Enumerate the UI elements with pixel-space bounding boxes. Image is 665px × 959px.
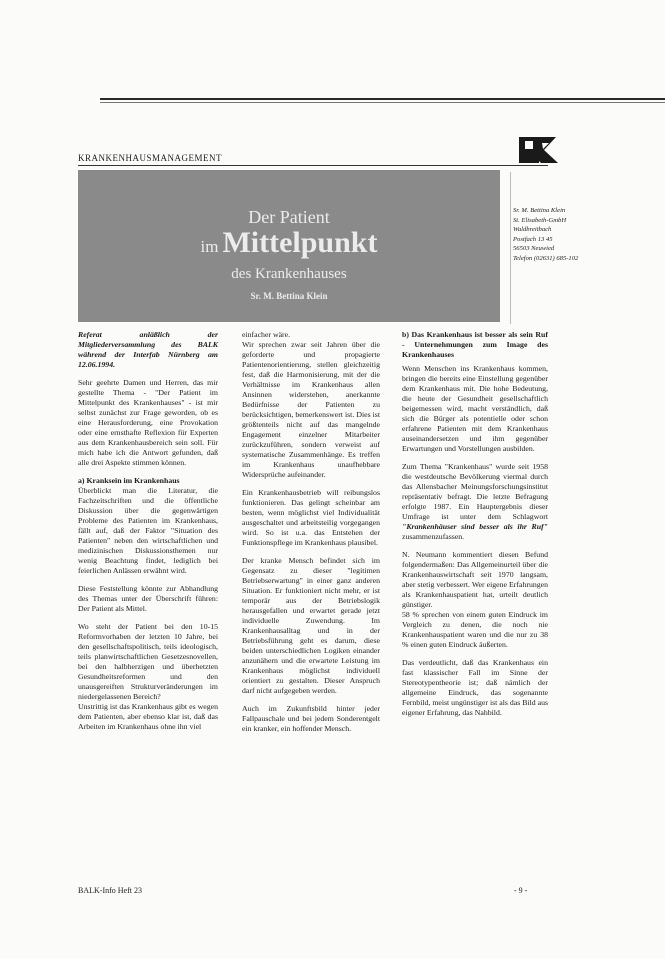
contact-line: Postfach 13 45 — [513, 235, 553, 243]
paragraph: Der kranke Mensch befindet sich im Gegensatz zu dieser "legitimen Betriebserwartung" in einer ganz anderen Situation. Er funktioniert nicht mehr, er ist temporär aus der Betriebslogik herausgefallen und erwartet gerade jetzt individuelle Zuwendung. Im Krankenhausalltag und in der Betriebsführung geht es darum, diese beiden unterschiedlichen Logiken einander anzunähern und die erwartete Leistung im Krankenhaus möglichst individuell orientiert zu gestalten. Dieser Anspruch darf nicht aufgegeben werden. — [242, 556, 380, 695]
banner-prefix: im — [200, 237, 219, 256]
title-banner — [78, 170, 500, 322]
paragraph: Wo steht der Patient bei den 10-15 Reformvorhaben der letzten 10 Jahre, bei den gesellschaftspolitisch, teils ideologisch, teils planwirtschaftlichen Gesetzesnovellen, bei den halbherzigen und überhetzten Gesundheitsreformen und den unausgereiften Strukturveränderungen im niedergelassenen Bereich? — [78, 622, 218, 701]
footer-page-number: - 9 - — [514, 886, 528, 895]
department-label: KRANKENHAUSMANAGEMENT — [78, 153, 222, 163]
contact-line: Telefon (02631) 685-102 — [513, 254, 579, 262]
paragraph: 58 % sprechen von einem guten Eindruck im Vergleich zu denen, die noch nie Krankenhauspatient waren und die nur zu 38 % einen guten Eindruck äußerten. — [402, 610, 548, 649]
quote-emphasis: "Krankenhäuser sind besser als ihr Ruf" — [402, 522, 548, 531]
paragraph — [402, 462, 548, 542]
header-rule — [78, 165, 548, 166]
contact-line: Sr. M. Bettina Klein — [513, 207, 566, 214]
column-2 — [242, 330, 380, 742]
column-1 — [78, 330, 218, 740]
rk-logo-icon — [516, 133, 560, 167]
article-intro: Referat anläßlich der Mitgliederversammlung des BALK während der Interfab Nürnberg am 12.06.1994. — [78, 330, 218, 369]
paragraph: Wenn Menschen ins Krankenhaus kommen, bringen die bereits eine Einstellung gegenüber dem Krankenhaus mit. Die hohe Bedeutung, die heute der Gesundheit gesellschaftlich beigemessen wird, macht verständlich, daß sich die Bürger als potentielle oder schon erfahrene Patienten mit dem Krankenhaus auseinandersetzen und ihm gegenüber Erwartungen und Vorstellungen ausbilden. — [402, 364, 548, 453]
paragraph: N. Neumann kommentiert diesen Befund folgendermaßen: Das Allgemeinurteil über die Krankenhauswirtschaft seit 1970 langsam, aber stetig verbessert. Wer eigene Erfahrungen als Krankenhauspatient hat, urteilt deutlich günstiger. — [402, 550, 548, 609]
paragraph: einfacher wäre. — [242, 330, 291, 339]
banner-line-3: des Krankenhauses — [231, 266, 347, 282]
contact-rule — [510, 172, 511, 324]
contact-line: Waldbreitbach — [513, 226, 552, 233]
section-heading-b: b) Das Krankenhaus ist besser als sein Ruf - Unternehmungen zum Image des Krankenhauses — [402, 330, 548, 359]
contact-line: St. Elisabeth-GmbH — [513, 216, 567, 224]
section-heading-a: a) Kranksein im Krankenhaus — [78, 476, 180, 485]
paragraph: Diese Feststellung könnte zur Abhandlung des Themas unter der Überschrift führen: Der Patient als Mittel. — [78, 584, 218, 613]
banner-line-1: Der Patient — [248, 207, 330, 227]
paragraph: Das verdeutlicht, daß das Krankenhaus ein fast klassischer Fall im Sinne der Stereotypentheorie ist; daß nämlich der allgemeine Eindruck, das sogenannte Fernbild, meist ungünstiger ist als das Bild aus eigener Erfahrung, das Nahbild. — [402, 658, 548, 717]
footer-journal: BALK-Info Heft 23 — [78, 886, 142, 895]
contact-line: 56503 Neuwied — [513, 245, 555, 252]
paragraph: Unstrittig ist das Krankenhaus gibt es wegen dem Patienten, aber ebenso klar ist, daß das Arbeiten im Krankenhaus ohne ihn viel — [78, 702, 218, 731]
paragraph: Ein Krankenhausbetrieb will reibungslos funktionieren. Das gelingt scheinbar am besten, wenn möglichst viel Individualität ausgeschaltet und arbeitsteilig vorgegangen wird. So ist u.a. das Entstehen der Funktionspflege im Krankenhaus plausibel. — [242, 488, 380, 547]
top-rule — [100, 98, 665, 100]
banner-author: Sr. M. Bettina Klein — [250, 291, 328, 301]
text-run: zusammenzufassen. — [402, 532, 465, 541]
banner-main-word: Mittelpunkt — [222, 226, 378, 259]
top-rule-thin — [100, 102, 665, 103]
column-3 — [402, 330, 548, 726]
paragraph: Überblickt man die Literatur, die Fachzeitschriften und die öffentliche Diskussion über die gegenwärtigen Probleme des Patienten im Krankenhaus, fällt auf, daß der Faktor "Situation des Patienten" neben den wirtschaftlichen und medizinischen Diskussionsthemen nur wenig Beachtung findet, lediglich bei feierlichen Anlässen erwähnt wird. — [78, 486, 218, 575]
contact-box — [513, 206, 578, 263]
banner-line-2 — [78, 226, 500, 260]
paragraph: Wir sprechen zwar seit Jahren über die geforderte und propagierte Patientenorientierung, stellen gleichzeitig fest, daß die Harmonisierung, mit der die Verhältnisse im Krankenhaus allen Ansinnen widerstehen, anerkannte Bedürfnisse der Patienten zu berücksichtigen, bemerkenswert ist. Dies ist größtenteils nicht auf das mangelnde Engagement einzelner Mitarbeiter zurückzuführen, sondern verweist auf systematische Zusammenhänge. Es treffen im Krankenhaus unaufhebbare Widersprüche aufeinander. — [242, 340, 380, 479]
text-run: Zum Thema "Krankenhaus" wurde seit 1958 die westdeutsche Bevölkerung viermal durch das Allensbacher Meinungsforschungsinstitut repräsentativ befragt. Die letzte Befragung erfolgte 1987. Ein Hauptergebnis dieser Umfrage ist unter dem Schlagwort — [402, 462, 548, 521]
paragraph: Auch im Zukunftsbild hinter jeder Fallpauschale und bei jedem Sonderentgelt ein kranker, ein hoffender Mensch. — [242, 704, 380, 733]
paragraph: Sehr geehrte Damen und Herren, das mir gestellte Thema - "Der Patient im Mittelpunkt des Krankenhauses" - ist mir selbst zunächst zur Frage geworden, ob es eine Herausforderung, eine Provokation oder eine ernsthafte Reflexion für Experten aus dem Krankenhausbereich sein soll. Für mich habe ich die Antwort gefunden, daß alle drei Aspekte stimmen können. — [78, 378, 218, 467]
